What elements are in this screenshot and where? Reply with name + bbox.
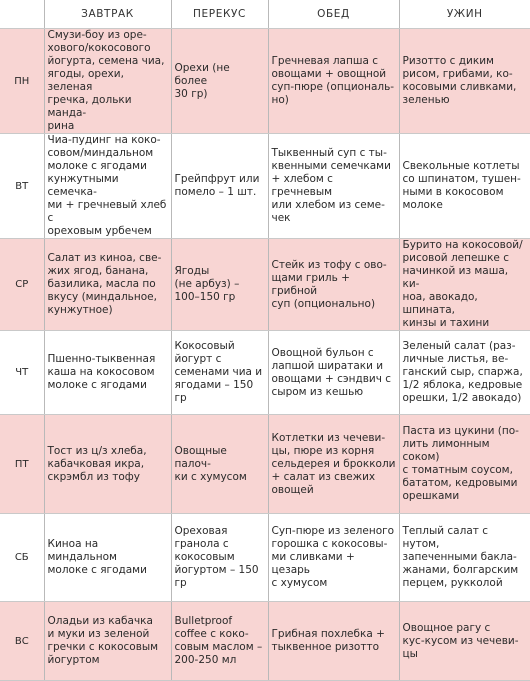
header-dinner: УЖИН — [399, 0, 530, 29]
dinner-cell: Свекольные котлеты со шпинатом, тушен- ными в кокосовом молоке — [399, 134, 530, 239]
dinner-cell: Теплый салат с нутом, запеченными бакла- жанами, болгарским перцем, рукколой — [399, 514, 530, 602]
day-label: ЧТ — [0, 331, 44, 415]
lunch-cell: Стейк из тофу с ово- щами гриль + грибной суп (опционально) — [268, 239, 399, 331]
day-row-wednesday — [0, 239, 530, 331]
snack-cell: Орехи (не более 30 гр) — [171, 29, 268, 134]
lunch-cell: Гречневая лапша с овощами + овощной суп-пюре (опциональ- но) — [268, 29, 399, 134]
dinner-cell: Паста из цукини (по- лить лимонным соком) с томатным соусом, бататом, кедровыми орешками — [399, 415, 530, 514]
day-row-sunday — [0, 602, 530, 681]
breakfast-cell: Тост из ц/з хлеба, кабачковая икра, скрэмбл из тофу — [44, 415, 171, 514]
snack-cell: Ореховая гранола с кокосовым йогуртом – 150 гр — [171, 514, 268, 602]
dinner-cell: Бурито на кокосовой/ рисовой лепешке с начинкой из маша, ки- ноа, авокадо, шпината, кинзы и тахини — [399, 239, 530, 331]
header-row — [0, 0, 530, 29]
breakfast-cell: Смузи-боу из оре- хового/кокосового йогурта, семена чиа, ягоды, орехи, зеленая гречка, дольки манда- рина — [44, 29, 171, 134]
dinner-cell: Зеленый салат (раз- личные листья, ве- ганский сыр, спаржа, 1/2 яблока, кедровые орешки, 1/2 авокадо) — [399, 331, 530, 415]
snack-cell: Ягоды (не арбуз) – 100–150 гр — [171, 239, 268, 331]
lunch-cell: Овощной бульон с лапшой ширатаки и овощами + сэндвич с сыром из кешью — [268, 331, 399, 415]
lunch-cell: Котлетки из чечеви- цы, пюре из корня сельдерея и брокколи + салат из свежих овощей — [268, 415, 399, 514]
breakfast-cell: Киноа на миндальном молоке с ягодами — [44, 514, 171, 602]
day-row-tuesday — [0, 134, 530, 239]
dinner-cell: Овощное рагу с кус-кусом из чечеви- цы — [399, 602, 530, 681]
breakfast-cell: Оладьи из кабачка и муки из зеленой гречки с кокосовым йогуртом — [44, 602, 171, 681]
header-breakfast: ЗАВТРАК — [44, 0, 171, 29]
day-label: ВТ — [0, 134, 44, 239]
snack-cell: Bulletproof coffee с коко- совым маслом – 200-250 мл — [171, 602, 268, 681]
breakfast-cell: Чиа-пудинг на коко- совом/миндальном молоке с ягодами кунжутными семечка- ми + гречневый хлеб с ореховым урбечем — [44, 134, 171, 239]
snack-cell: Кокосовый йогурт с семенами чиа и ягодами – 150 гр — [171, 331, 268, 415]
day-label: СБ — [0, 514, 44, 602]
header-lunch: ОБЕД — [268, 0, 399, 29]
lunch-cell: Тыквенный суп с ты- квенными семечками + хлебом с гречневым или хлебом из семе- чек — [268, 134, 399, 239]
breakfast-cell: Салат из киноа, све- жих ягод, банана, базилика, масла по вкусу (миндальное, кунжутное) — [44, 239, 171, 331]
day-row-thursday — [0, 331, 530, 415]
day-row-friday — [0, 415, 530, 514]
snack-cell: Грейпфрут или помело – 1 шт. — [171, 134, 268, 239]
day-row-monday — [0, 29, 530, 134]
snack-cell: Овощные палоч- ки с хумусом — [171, 415, 268, 514]
breakfast-cell: Пшенно-тыквенная каша на кокосовом молоке с ягодами — [44, 331, 171, 415]
header-snack: ПЕРЕКУС — [171, 0, 268, 29]
header-day — [0, 0, 44, 29]
day-label: ПН — [0, 29, 44, 134]
dinner-cell: Ризотто с диким рисом, грибами, ко- косовыми сливками, зеленью — [399, 29, 530, 134]
day-label: ПТ — [0, 415, 44, 514]
lunch-cell: Грибная похлебка + тыквенное ризотто — [268, 602, 399, 681]
day-label: ВС — [0, 602, 44, 681]
lunch-cell: Суп-пюре из зеленого горошка с кокосовы- ми сливками + цезарь с хумусом — [268, 514, 399, 602]
day-label: СР — [0, 239, 44, 331]
day-row-saturday — [0, 514, 530, 602]
